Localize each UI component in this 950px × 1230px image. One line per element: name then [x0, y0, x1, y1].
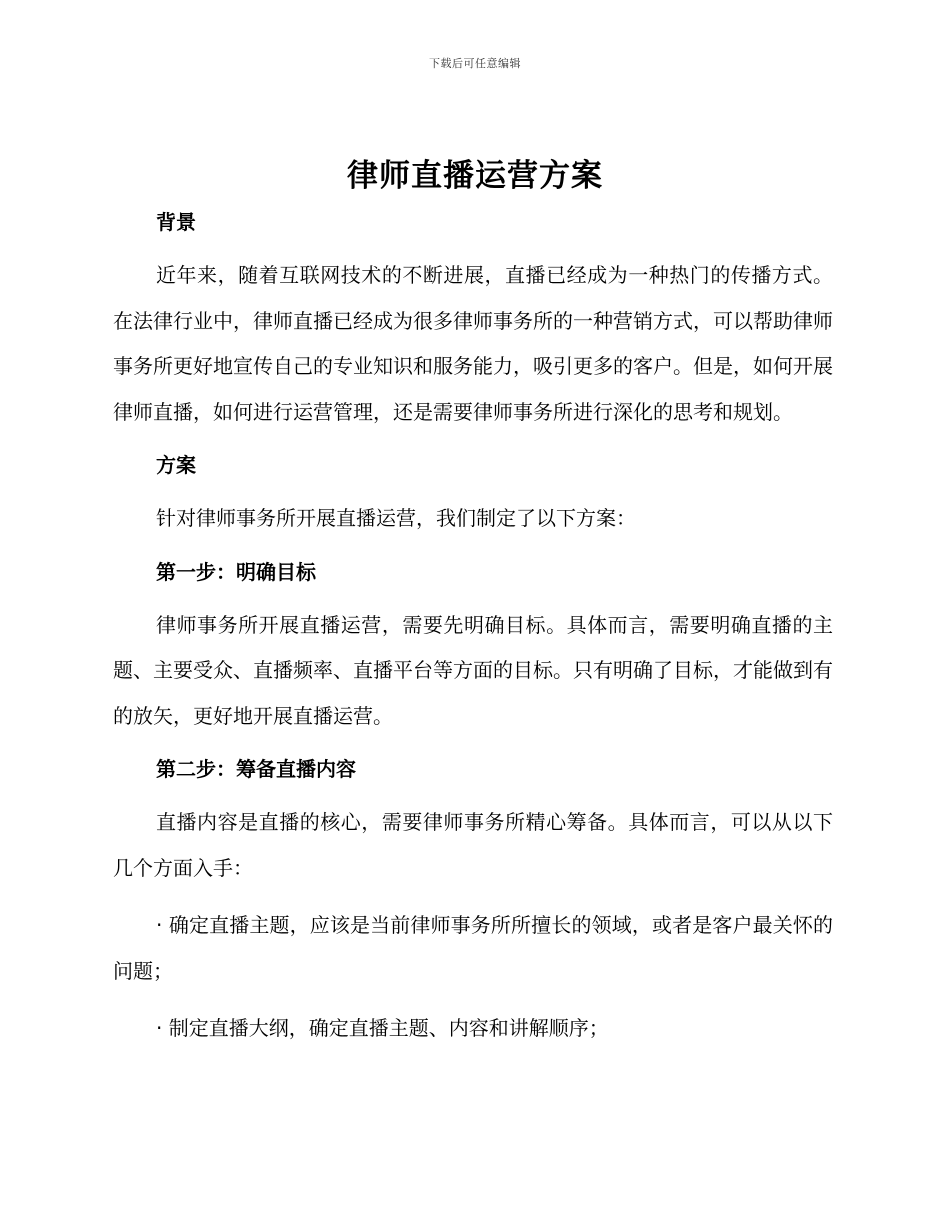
section-heading-plan: 方案 — [156, 453, 196, 477]
section-heading-step1: 第一步：明确目标 — [156, 559, 316, 584]
page-header-note: 下载后可任意编辑 — [429, 57, 521, 70]
document-title: 律师直播运营方案 — [347, 158, 603, 194]
document-body — [113, 204, 833, 1052]
section-heading-background: 背景 — [156, 210, 196, 234]
paragraph-background: 近年来，随着互联网技术的不断进展，直播已经成为一种热门的传播方式。在法律行业中，律师直播已经成为很多律师事务所的一种营销方式，可以帮助律师事务所更好地宣传自己的专业知识和服务能力，吸引更多的客户。但是，如何开展律师直播，如何进行运营管理，还是需要律师事务所进行深化的思考和规划。 — [113, 263, 833, 424]
section-heading-step2: 第二步：筹备直播内容 — [156, 757, 356, 781]
bullet-item-outline: · 制定直播大纲，确定直播主题、内容和讲解顺序； — [156, 1016, 609, 1040]
paragraph-step2: 直播内容是直播的核心，需要律师事务所精心筹备。具体而言，可以从以下几个方面入手： — [113, 810, 833, 880]
bullet-item-topic: · 确定直播主题，应该是当前律师事务所所擅长的领域，或者是客户最关怀的问题； — [113, 913, 833, 983]
paragraph-plan-intro: 针对律师事务所开展直播运营，我们制定了以下方案： — [156, 506, 636, 530]
paragraph-step1: 律师事务所开展直播运营，需要先明确目标。具体而言，需要明确直播的主题、主要受众、直播频率、直播平台等方面的目标。只有明确了目标，才能做到有的放矢，更好地开展直播运营。 — [113, 612, 833, 728]
